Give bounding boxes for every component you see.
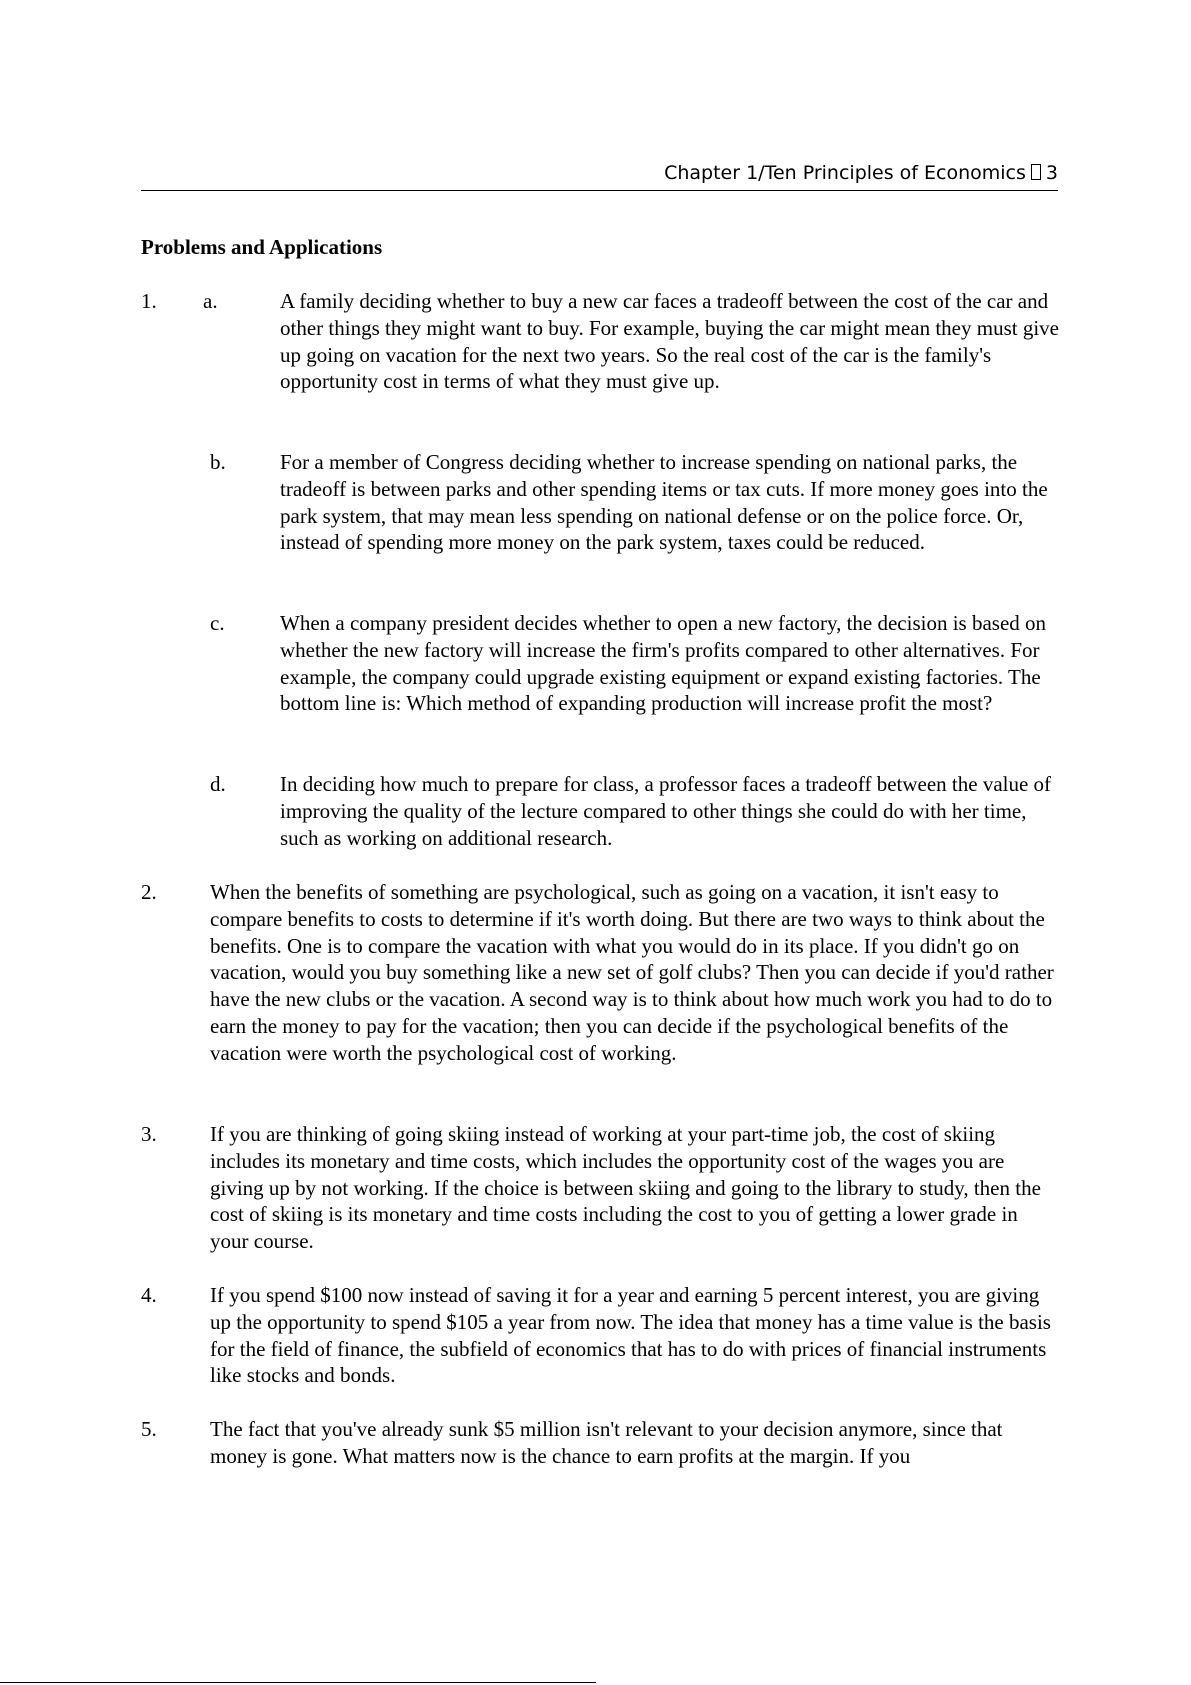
part-letter: d. — [210, 772, 226, 796]
section-title: Problems and Applications — [141, 235, 383, 259]
problem-part-text: In deciding how much to prepare for class, a professor faces a tradeoff between the value of improving the quality of the lecture compared to other things she could do with her time, such as working on additional research. — [280, 772, 1052, 850]
part-letter: b. — [210, 450, 226, 474]
page-number: 3 — [1045, 162, 1058, 184]
part-letter: a. — [203, 289, 218, 313]
problem-part-text: When a company president decides whether to open a new factory, the decision is based on whether the new factory will increase the firm's profits compared to other alternatives. For example, the company could upgrade existing equipment or expand existing factories. The bottom line is: Which method of expanding production will increase profit the most? — [280, 611, 1047, 716]
problem-text: When the benefits of something are psychological, such as going on a vacation, it isn't easy to compare benefits to costs to determine if it's worth doing. But there are two ways to think about the benefits. One is to compare the vacation with what you would do in its place. If you didn't go on vacation, would you buy something like a new set of golf clubs? Then you can decide if you'd rather have the new clubs or the vacation. A second way is to think about how much work you had to do to earn the money to pay for the vacation; then you can decide if the psychological benefits of the vacation were worth the psychological cost of working. — [210, 880, 1054, 1065]
problem-part-text: A family deciding whether to buy a new car faces a tradeoff between the cost of the car and other things they might want to buy. For example, buying the car might mean they must give up going on vacation for the next two years. So the real cost of the car is the family's opportunity cost in terms of what they must give up. — [280, 289, 1059, 394]
problem-number: 5. — [141, 1417, 157, 1441]
missing-glyph-icon — [1031, 164, 1041, 180]
problem-text: If you spend $100 now instead of saving it for a year and earning 5 percent interest, you are giving up the opportunity to spend $105 a year from now. The idea that money has a time value is the basis for the field of finance, the subfield of economics that has to do with prices of financial instruments like stocks and bonds. — [210, 1283, 1051, 1388]
running-header — [141, 160, 1058, 191]
problem-text: The fact that you've already sunk $5 million isn't relevant to your decision anymore, since that money is gone. What matters now is the chance to earn profits at the margin. If you — [210, 1417, 1003, 1468]
problem-number: 1. — [141, 289, 157, 313]
problem-number: 2. — [141, 880, 157, 904]
problem-number: 4. — [141, 1283, 157, 1307]
footer-rule — [0, 1682, 596, 1683]
problem-part-text: For a member of Congress deciding whether to increase spending on national parks, the tradeoff is between parks and other spending items or tax cuts. If more money goes into the park system, that may mean less spending on national defense or on the police force. Or, instead of spending more money on the park system, taxes could be reduced. — [280, 450, 1048, 555]
problem-text: If you are thinking of going skiing instead of working at your part-time job, the cost of skiing includes its monetary and time costs, which includes the opportunity cost of the wages you are giving up by not working. If the choice is between skiing and going to the library to study, then the cost of skiing is its monetary and time costs including the cost to you of getting a lower grade in your course. — [210, 1122, 1041, 1254]
part-letter: c. — [210, 611, 225, 635]
chapter-title: Chapter 1/Ten Principles of Economics — [664, 162, 1026, 184]
problem-number: 3. — [141, 1122, 157, 1146]
